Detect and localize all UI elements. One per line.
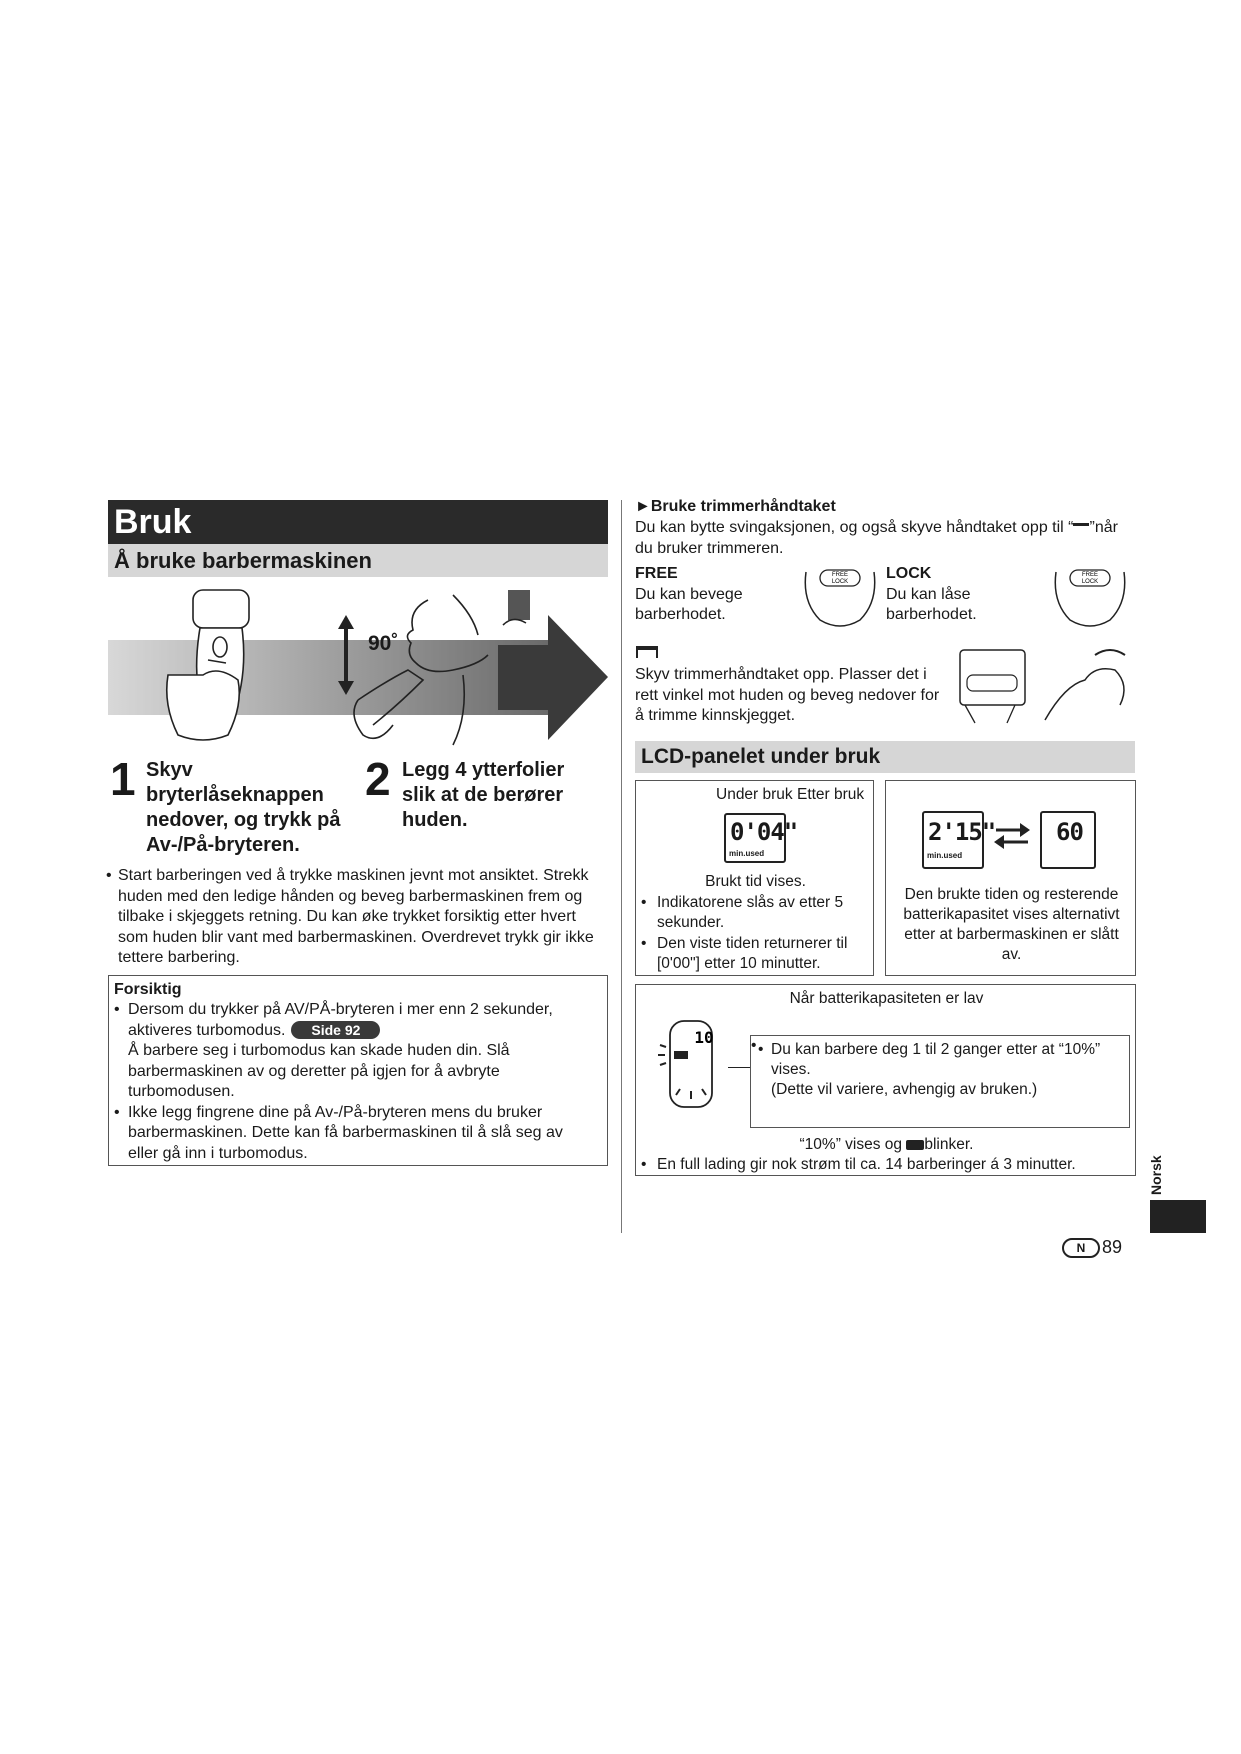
free-description: FREE Du kan bevege barberhodet. [635,565,743,623]
lcd-box-during-use [635,780,874,976]
low-battery-display-value: 10 [694,1028,714,1047]
lock-switch-illustration [1050,562,1130,630]
plug-icon [906,1140,924,1150]
trimmer-intro: Du kan bytte svingaksjonen, og også skyve håndtaket opp til “ ”når du bruker trimmeren. [635,519,1118,557]
trimmer-instructions: Skyv trimmerhåndtaket opp. Plasser det i rett vinkel mot huden og beveg nedover for å trimme kinnskjegget. [635,666,940,724]
free-switch-label: FREE [831,572,849,578]
low-battery-info: • • Du kan barbere deg 1 til 2 ganger etter at “10%” vises. (Dette vil variere, avhengig av bruken.) [750,1035,1130,1128]
low-battery-display [656,1015,726,1115]
lcd-box1-caption: Brukt tid vises. [705,873,806,890]
caution-box [108,975,608,1166]
section-title: Bruk [108,500,608,544]
step-2-text: Legg 4 ytterfolier slik at de berører huden. [402,759,565,831]
subsection-title: Å bruke barbermaskinen [108,544,608,577]
lcd-section-title: LCD-panelet under bruk [635,741,1135,773]
lcd-box1-header: Under bruk Etter bruk [716,786,865,803]
shaving-illustration [108,585,608,750]
lock-switch-label: LOCK [1081,579,1099,585]
full-charge-note: • En full lading gir nok strøm til ca. 14 barberinger á 3 minutter. [641,1155,1131,1175]
trimmer-icon-large [636,646,658,658]
step-1-number: 1 [110,753,136,805]
callout-line [728,1067,750,1068]
trimmer-illustration [955,645,1135,725]
lcd-box1-bullet-2: • Den viste tiden returnerer til [0'00"] etter 10 minutter. [641,934,871,974]
free-switch-illustration [800,562,880,630]
language-tab [1150,1200,1206,1233]
lcd-box2-text: Den brukte tiden og resterende batterikapasitet vises alternativt etter at barbermaskinen er slått av. [903,886,1120,963]
caution-item-1: • Dersom du trykker på AV/PÅ-bryteren i mer enn 2 sekunder, aktiveres turbomodus. Side 92 Å barbere seg i turbomodus kan skade huden din. Slå barbermaskinen av og deretter på igjen for å avbryte turbomodusen. [114,1000,602,1103]
angle-label: 90˚ [368,632,399,655]
alternate-arrows-icon [994,821,1030,851]
lcd-box-after-use [885,780,1136,976]
caution-item-2: • Ikke legg fingrene dine på Av-/På-bryteren mens du bruker barbermaskinen. Dette kan få barbermaskinen til å slå seg av eller gå inn i turbomodus. [114,1103,602,1165]
lcd-display-used-time-after: 2'15" min.used [922,811,984,869]
low-battery-box [635,984,1136,1176]
step-1-text: Skyv bryterlåseknappen nedover, og trykk på Av-/På-bryteren. [146,759,341,856]
low-battery-header: Når batterikapasiteten er lav [789,990,984,1007]
trimmer-heading: ►Bruke trimmerhåndtaket [635,498,836,515]
caution-title: Forsiktig [114,981,182,998]
language-badge: N [1062,1238,1100,1258]
side-92-badge[interactable]: Side 92 [291,1021,380,1039]
page-number: N 89 [1062,1235,1122,1259]
low-battery-caption: “10%” vises og blinker. [799,1136,974,1153]
lcd-display-battery: 60 [1040,811,1096,869]
trimmer-icon [1073,523,1089,533]
lcd-display-used-time: 0'04" min.used [724,813,786,863]
lock-description: LOCK Du kan låse barberhodet. [886,565,977,623]
lock-switch-free-label: FREE [1081,572,1099,578]
instruction-text: • Start barberingen ved å trykke maskinen jevnt mot ansiktet. Strekk huden med den ledige hånden og beveg barbermaskinen frem og tilbake i skjeggets retning. Du kan øke trykket forsiktig etter hvert som huden blir vant med barbermaskinen. Overdrevet trykk gir ikke tettere barbering. [106,866,611,969]
lcd-box1-bullet-1: • Indikatorene slås av etter 5 sekunder. [641,893,871,933]
column-divider [621,500,622,1233]
language-tab-label: Norsk [1148,1155,1164,1195]
step-2-number: 2 [365,753,391,805]
free-switch-lock-label: LOCK [831,579,849,585]
